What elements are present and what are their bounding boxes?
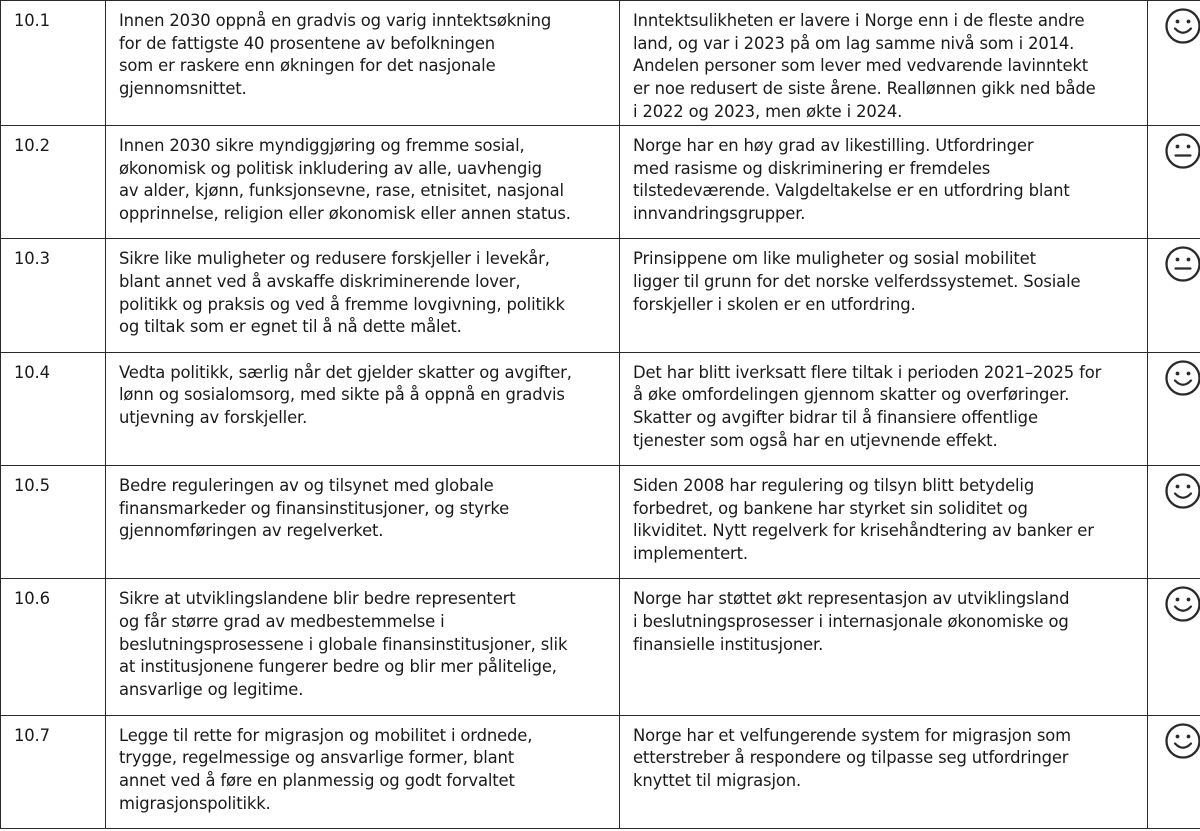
status-description-text: Prinsippene om like muligheter og sosial mobilitet ligger til grunn for det norske velferdssystemet. Sosiale forskjeller i skolen er en utfordring.	[633, 249, 1081, 314]
target-description	[106, 579, 620, 716]
target-description-text: Sikre at utviklingslandene blir bedre representert og får større grad av medbestemmelse i beslutningsprosessene i globale finansinstitusjoner, slik at institusjonene fungerer bedre og blir mer pålitelige, ansvarlige og legitime.	[119, 589, 568, 699]
target-id	[1, 465, 106, 578]
happy-face-icon	[1164, 722, 1200, 760]
target-id-text: 10.2	[14, 135, 50, 155]
target-description	[106, 352, 620, 465]
target-description	[106, 465, 620, 578]
status-description	[620, 715, 1148, 828]
assessment-icons	[1164, 585, 1200, 623]
assessment-cell	[1148, 579, 1200, 716]
happy-face-icon	[1164, 7, 1200, 45]
target-description	[106, 125, 620, 238]
status-description-text: Norge har en høy grad av likestilling. Utfordringer med rasisme og diskriminering er fremdeles tilstedeværende. Valgdeltakelse er en utfordring blant innvandringsgrupper.	[633, 135, 1070, 224]
table-row	[1, 352, 1200, 465]
status-description	[620, 239, 1148, 352]
neutral-face-icon	[1164, 132, 1200, 170]
assessment-icons	[1164, 132, 1200, 170]
assessment-icons	[1164, 722, 1200, 760]
table-row	[1, 715, 1200, 828]
status-description	[620, 125, 1148, 238]
assessment-cell	[1148, 125, 1200, 238]
target-id-text: 10.3	[14, 249, 50, 269]
target-id-text: 10.6	[14, 589, 50, 609]
assessment-icons	[1164, 359, 1200, 397]
status-description	[620, 465, 1148, 578]
target-id-text: 10.7	[14, 725, 50, 745]
table-body	[1, 1, 1200, 829]
table-row	[1, 465, 1200, 578]
status-description	[620, 1, 1148, 126]
table-row	[1, 125, 1200, 238]
target-id-text: 10.5	[14, 475, 50, 495]
table-row	[1, 239, 1200, 352]
target-description-text: Legge til rette for migrasjon og mobilitet i ordnede, trygge, regelmessige og ansvarlige former, blant annet ved å føre en planmessig og godt forvaltet migrasjonspolitikk.	[119, 725, 533, 813]
status-description-text: Norge har støttet økt representasjon av utviklingsland i beslutningsprosesser i internasjonale økonomiske og finansielle institusjoner.	[633, 589, 1070, 654]
target-description-text: Vedta politikk, særlig når det gjelder skatter og avgifter, lønn og sosialomsorg, med sikte på å oppnå en gradvis utjevning av forskjeller.	[119, 362, 572, 427]
target-id-text: 10.1	[14, 11, 50, 30]
target-id	[1, 352, 106, 465]
status-description-text: Norge har et velfungerende system for migrasjon som etterstreber å respondere og tilpasse seg utfordringer knyttet til migrasjon.	[633, 725, 1071, 791]
status-description-text: Inntektsulikheten er lavere i Norge enn i de fleste andre land, og var i 2023 på om lag samme nivå som i 2014. Andelen personer som lever med vedvarende lavinntekt er noe redusert de siste årene. Reallønnen gikk ned både i 2022 og 2023, men økte i 2024.	[633, 11, 1096, 121]
table-row	[1, 1, 1200, 126]
status-description	[620, 579, 1148, 716]
assessment-cell	[1148, 352, 1200, 465]
happy-face-icon	[1164, 585, 1200, 623]
target-id	[1, 579, 106, 716]
target-id	[1, 125, 106, 238]
assessment-cell	[1148, 465, 1200, 578]
happy-face-icon	[1164, 359, 1200, 397]
status-description-text: Det har blitt iverksatt flere tiltak i perioden 2021–2025 for å øke omfordelingen gjennom skatter og overføringer. Skatter og avgifter bidrar til å finansiere offentlige tjenester som også har en utjevnende effekt.	[633, 362, 1102, 450]
neutral-face-icon	[1164, 245, 1200, 283]
assessment-cell	[1148, 1, 1200, 126]
target-description	[106, 715, 620, 828]
assessment-cell	[1148, 715, 1200, 828]
target-description	[106, 239, 620, 352]
target-description-text: Innen 2030 sikre myndiggjøring og fremme sosial, økonomisk og politisk inkludering av alle, uavhengig av alder, kjønn, funksjonsevne, rase, etnisitet, nasjonal opprinnelse, religion eller økonomisk eller annen status.	[119, 135, 571, 224]
target-description	[106, 1, 620, 126]
assessment-icons	[1164, 472, 1200, 510]
status-description	[620, 352, 1148, 465]
target-id	[1, 715, 106, 828]
target-id	[1, 239, 106, 352]
target-id	[1, 1, 106, 126]
target-id-text: 10.4	[14, 362, 50, 382]
assessment-icons	[1164, 245, 1200, 283]
happy-face-icon	[1164, 472, 1200, 510]
target-description-text: Bedre reguleringen av og tilsynet med globale finansmarkeder og finansinstitusjoner, og styrke gjennomføringen av regelverket.	[119, 475, 510, 541]
status-description-text: Siden 2008 har regulering og tilsyn blitt betydelig forbedret, og bankene har styrket sin soliditet og likviditet. Nytt regelverk for krisehåndtering av banker er implementert.	[633, 475, 1094, 563]
assessment-icons	[1164, 7, 1200, 45]
assessment-cell	[1148, 239, 1200, 352]
target-description-text: Sikre like muligheter og redusere forskjeller i levekår, blant annet ved å avskaffe diskriminerende lover, politikk og praksis og ved å fremme lovgivning, politikk og tiltak som er egnet til å nå dette målet.	[119, 249, 565, 337]
target-description-text: Innen 2030 oppnå en gradvis og varig inntektsøkning for de fattigste 40 prosentene av befolkningen som er raskere enn økningen for det nasjonale gjennomsnittet.	[119, 11, 552, 99]
table-row	[1, 579, 1200, 716]
